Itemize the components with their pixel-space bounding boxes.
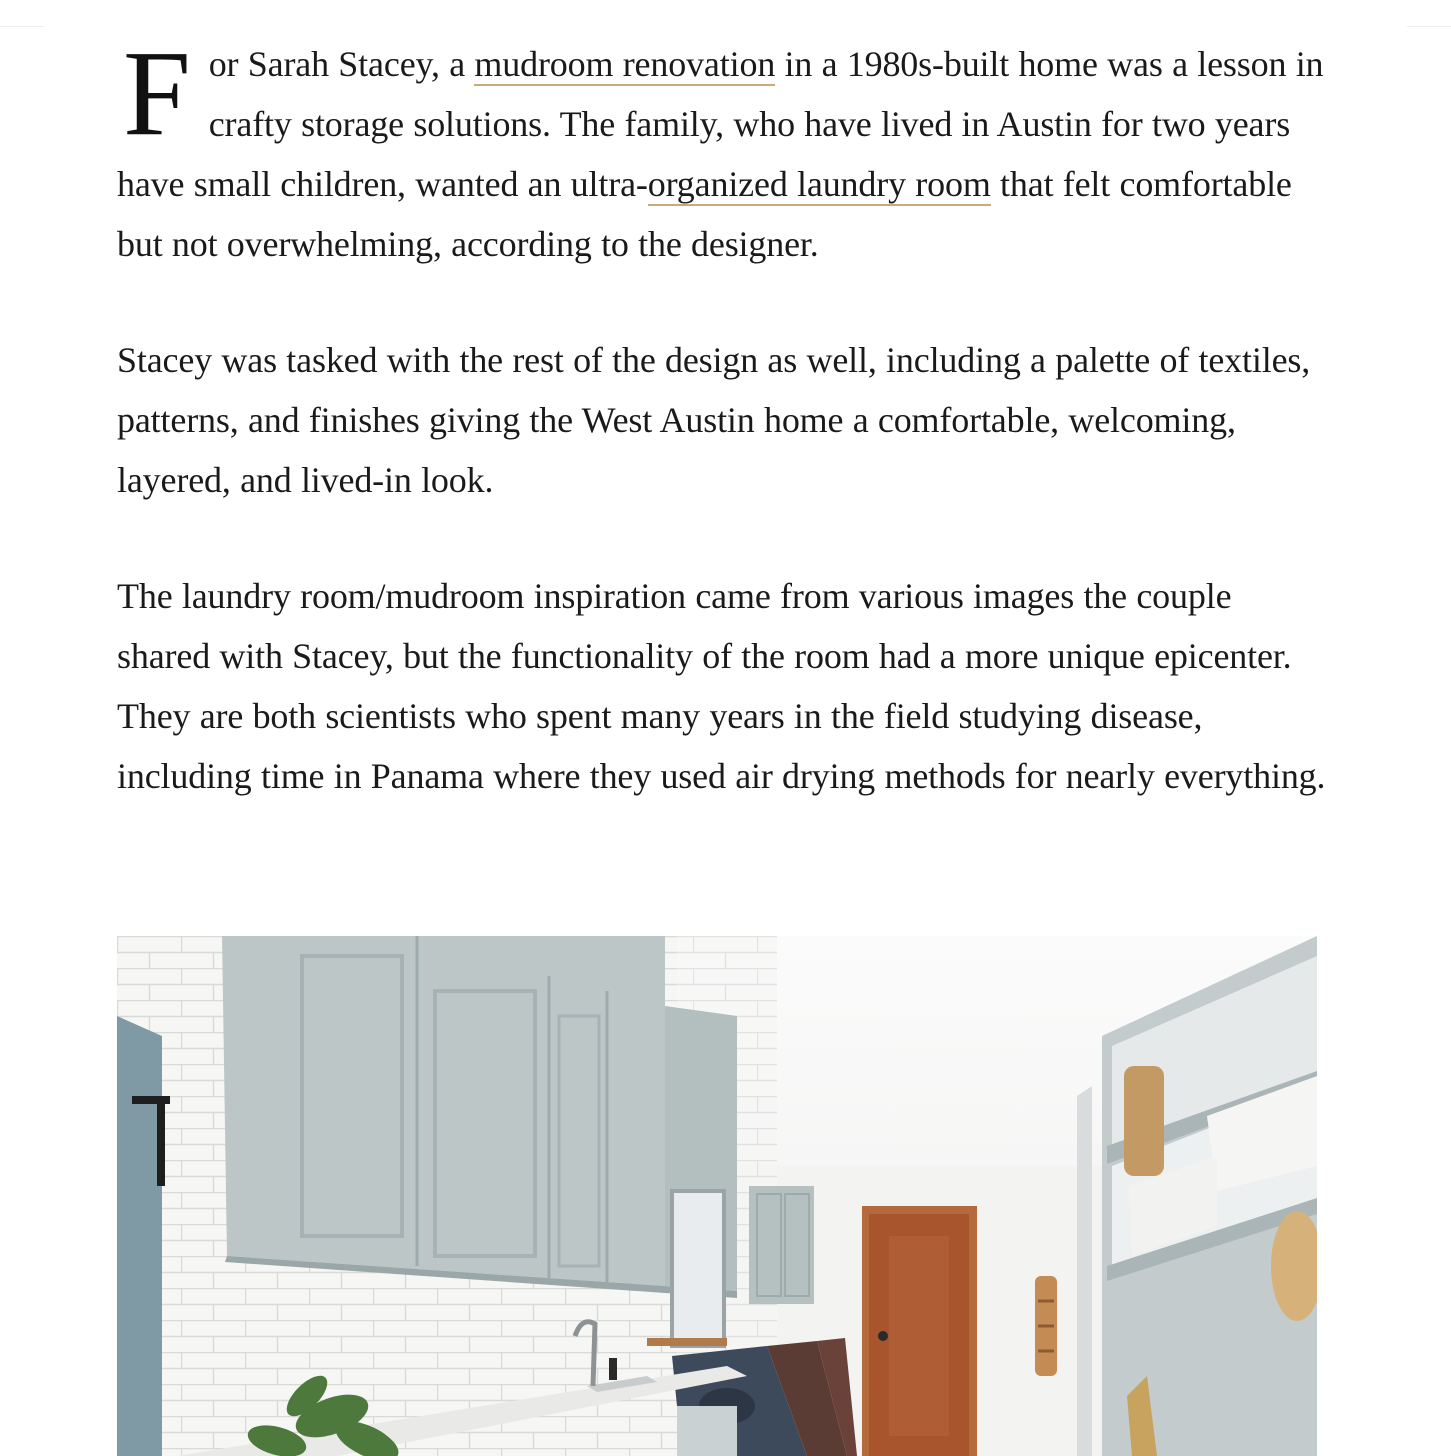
- laundry-room-illustration: [117, 936, 1317, 1456]
- paragraph-text: that felt comfortable but not overwhelming, according to the designer.: [117, 164, 1292, 264]
- paragraph-text: in a 1980s-built home was a lesson in crafty storage solutions. The family, who have lived in Austin for two years have small children, wanted an ultra-: [117, 44, 1324, 204]
- article-body: [117, 26, 1327, 806]
- paragraph-text: or Sarah Stacey, a: [208, 44, 475, 84]
- laundry-room-photo: [117, 936, 1317, 1456]
- article-paragraph-3: The laundry room/mudroom inspiration came from various images the couple shared with Stacey, but the functionality of the room had a more unique epicenter. They are both scientists who spent many years in the field studying disease, including time in Panama where they used air drying methods for nearly everything.: [117, 576, 1326, 796]
- article-paragraph-2: Stacey was tasked with the rest of the design as well, including a palette of textiles, patterns, and finishes giving the West Austin home a comfortable, welcoming, layered, and lived-in look.: [117, 340, 1311, 500]
- drop-cap: F: [123, 26, 191, 161]
- top-divider-right: [1407, 26, 1451, 27]
- article-paragraph-1: [117, 26, 1327, 274]
- mudroom-renovation-link[interactable]: mudroom renovation: [474, 44, 776, 84]
- top-divider-left: [0, 26, 44, 27]
- organized-laundry-room-link[interactable]: organized laundry room: [647, 164, 991, 204]
